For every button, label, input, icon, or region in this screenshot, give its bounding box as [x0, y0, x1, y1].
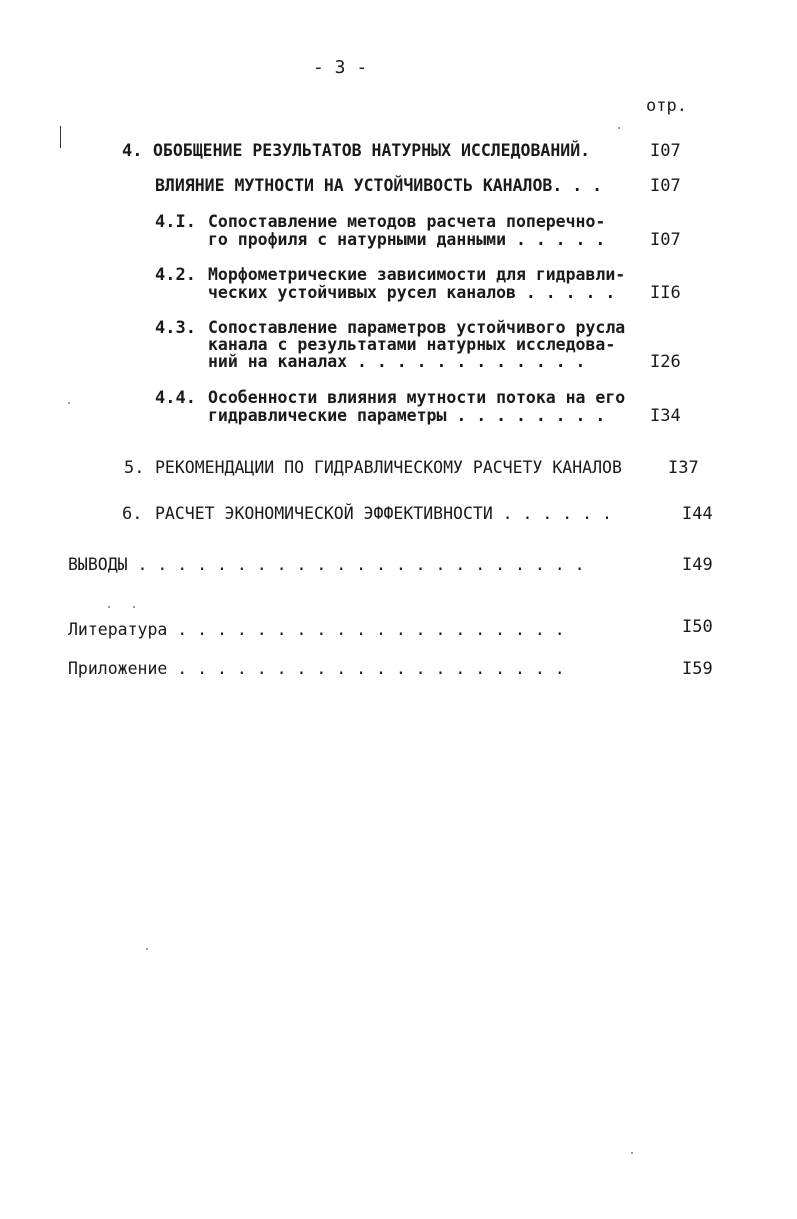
- toc-entry-title: Приложение . . . . . . . . . . . . . . . . . . . .: [68, 659, 565, 678]
- toc-entry-page: I44: [682, 504, 713, 524]
- page-number: - 3 -: [313, 57, 368, 78]
- toc-entry-page: II6: [650, 283, 681, 303]
- toc-entry-page: I50: [682, 617, 713, 637]
- toc-entry-number: 4.: [122, 141, 143, 161]
- toc-entry-title: РАСЧЕТ ЭКОНОМИЧЕСКОЙ ЭФФЕКТИВНОСТИ . . . . . .: [155, 504, 612, 523]
- scan-speck: [133, 606, 135, 608]
- toc-entry-title-line: канала с результатами натурных исследова-: [208, 335, 616, 354]
- toc-entry-title: ВЫВОДЫ . . . . . . . . . . . . . . . . . . . . . . .: [68, 555, 585, 574]
- toc-entry-number: 4.4.: [155, 388, 196, 408]
- toc-entry-subtitle: ВЛИЯНИЕ МУТНОСТИ НА УСТОЙЧИВОСТЬ КАНАЛОВ. . .: [155, 176, 603, 195]
- toc-entry-number: 4.3.: [155, 318, 196, 338]
- toc-entry-title-line: гидравлические параметры . . . . . . . .: [208, 406, 606, 425]
- toc-entry-title-line: Сопоставление методов расчета поперечно-: [208, 212, 606, 231]
- scan-speck: [146, 948, 148, 950]
- toc-entry-page: I59: [682, 659, 713, 679]
- toc-entry-page: I34: [650, 406, 681, 426]
- toc-entry-title: РЕКОМЕНДАЦИИ ПО ГИДРАВЛИЧЕСКОМУ РАСЧЕТУ КАНАЛОВ: [155, 458, 622, 477]
- toc-entry-page: I49: [682, 555, 713, 575]
- scan-speck: [631, 1152, 633, 1154]
- toc-entry-subtitle-page: I07: [650, 176, 681, 196]
- scan-speck: [618, 127, 620, 129]
- toc-entry-page: I07: [650, 141, 681, 161]
- toc-entry-title-line: ческих устойчивых русел каналов . . . . .: [208, 283, 616, 302]
- toc-entry-number: 5.: [124, 458, 145, 478]
- column-header-page: отр.: [646, 96, 687, 116]
- toc-entry-title-line: Особенности влияния мутности потока на его: [208, 388, 626, 407]
- toc-entry-title-line: ний на каналах . . . . . . . . . . . .: [208, 352, 586, 371]
- scan-speck: [68, 402, 70, 404]
- toc-entry-number: 4.I.: [155, 212, 196, 232]
- margin-mark: [60, 126, 61, 148]
- toc-entry-page: I26: [650, 352, 681, 372]
- toc-entry-number: 6.: [122, 504, 143, 524]
- scan-speck: [108, 606, 110, 608]
- toc-entry-title-line: Морфометрические зависимости для гидравли-: [208, 265, 626, 284]
- toc-entry-title: Литература . . . . . . . . . . . . . . . . . . . .: [68, 620, 565, 639]
- toc-entry-page: I07: [650, 230, 681, 250]
- toc-entry-number: 4.2.: [155, 265, 196, 285]
- toc-entry-title: ОБОБЩЕНИЕ РЕЗУЛЬТАТОВ НАТУРНЫХ ИССЛЕДОВАНИЙ.: [153, 141, 591, 160]
- toc-entry-title-line: го профиля с натурными данными . . . . .: [208, 230, 606, 249]
- toc-entry-page: I37: [668, 458, 699, 478]
- toc-entry-title-line: Сопоставление параметров устойчивого русла: [208, 318, 626, 337]
